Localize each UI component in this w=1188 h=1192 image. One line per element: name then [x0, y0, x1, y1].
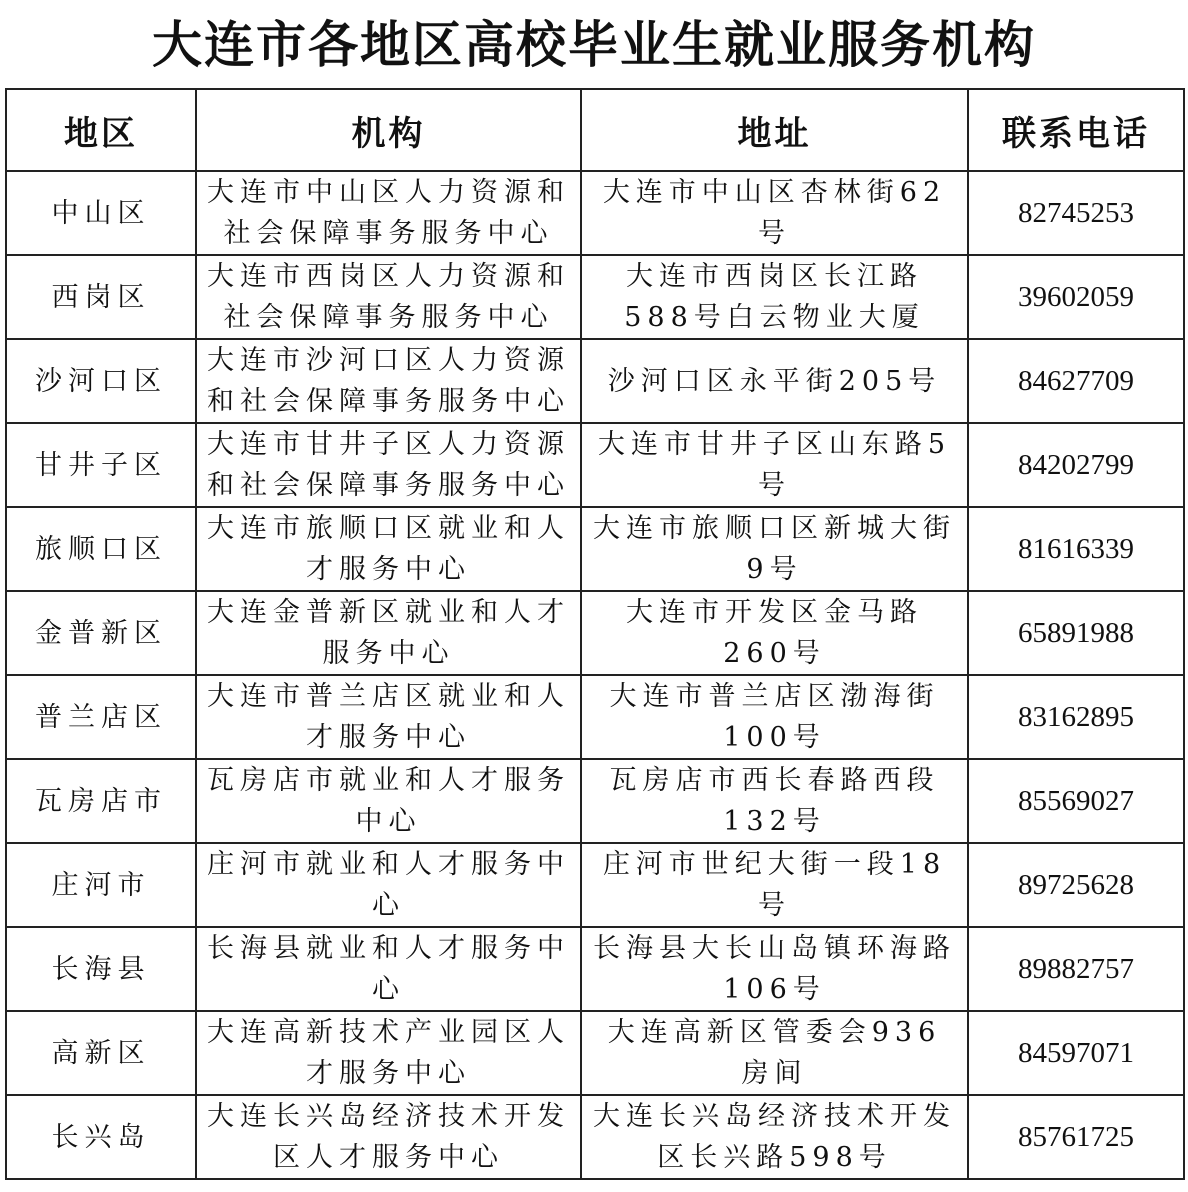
table-row: [6, 339, 1184, 423]
address-cell: 大连长兴岛经济技术开发区长兴路598号: [581, 1095, 968, 1179]
org-cell: 长海县就业和人才服务中心: [196, 927, 581, 1011]
org-cell: 瓦房店市就业和人才服务中心: [196, 759, 581, 843]
phone-cell: 84202799: [968, 423, 1184, 507]
page-title: 大连市各地区高校毕业生就业服务机构: [152, 16, 1036, 74]
phone-cell: 84627709: [968, 339, 1184, 423]
table-row: [6, 591, 1184, 675]
table-row: [6, 423, 1184, 507]
address-cell: 大连高新区管委会936房间: [581, 1011, 968, 1095]
phone-cell: 85761725: [968, 1095, 1184, 1179]
table-row: [6, 255, 1184, 339]
region-cell: 长兴岛: [6, 1095, 196, 1179]
region-cell: 沙河口区: [6, 339, 196, 423]
address-cell: 大连市甘井子区山东路5号: [581, 423, 968, 507]
phone-cell: 84597071: [968, 1011, 1184, 1095]
region-cell: 普兰店区: [6, 675, 196, 759]
region-cell: 长海县: [6, 927, 196, 1011]
phone-cell: 65891988: [968, 591, 1184, 675]
header-region: 地区: [6, 89, 196, 171]
org-cell: 大连市普兰店区就业和人才服务中心: [196, 675, 581, 759]
phone-cell: 39602059: [968, 255, 1184, 339]
table-header-row: [6, 89, 1184, 171]
org-cell: 大连市旅顺口区就业和人才服务中心: [196, 507, 581, 591]
phone-cell: 85569027: [968, 759, 1184, 843]
header-phone: 联系电话: [968, 89, 1184, 171]
table-row: [6, 843, 1184, 927]
region-cell: 甘井子区: [6, 423, 196, 507]
phone-cell: 89882757: [968, 927, 1184, 1011]
org-cell: 大连金普新区就业和人才服务中心: [196, 591, 581, 675]
table-row: [6, 171, 1184, 255]
region-cell: 瓦房店市: [6, 759, 196, 843]
phone-cell: 81616339: [968, 507, 1184, 591]
region-cell: 高新区: [6, 1011, 196, 1095]
table-row: [6, 675, 1184, 759]
address-cell: 瓦房店市西长春路西段132号: [581, 759, 968, 843]
address-cell: 庄河市世纪大街一段18号: [581, 843, 968, 927]
org-cell: 大连长兴岛经济技术开发区人才服务中心: [196, 1095, 581, 1179]
address-cell: 大连市普兰店区渤海街100号: [581, 675, 968, 759]
org-cell: 庄河市就业和人才服务中心: [196, 843, 581, 927]
org-cell: 大连市甘井子区人力资源和社会保障事务服务中心: [196, 423, 581, 507]
org-cell: 大连高新技术产业园区人才服务中心: [196, 1011, 581, 1095]
address-cell: 大连市中山区杏林街62号: [581, 171, 968, 255]
region-cell: 西岗区: [6, 255, 196, 339]
region-cell: 旅顺口区: [6, 507, 196, 591]
org-cell: 大连市西岗区人力资源和社会保障事务服务中心: [196, 255, 581, 339]
address-cell: 大连市旅顺口区新城大街9号: [581, 507, 968, 591]
address-cell: 长海县大长山岛镇环海路106号: [581, 927, 968, 1011]
table-row: [6, 927, 1184, 1011]
region-cell: 中山区: [6, 171, 196, 255]
table-row: [6, 759, 1184, 843]
header-address: 地址: [581, 89, 968, 171]
org-cell: 大连市沙河口区人力资源和社会保障事务服务中心: [196, 339, 581, 423]
region-cell: 金普新区: [6, 591, 196, 675]
address-cell: 沙河口区永平街205号: [581, 339, 968, 423]
phone-cell: 89725628: [968, 843, 1184, 927]
address-cell: 大连市西岗区长江路588号白云物业大厦: [581, 255, 968, 339]
phone-cell: 82745253: [968, 171, 1184, 255]
phone-cell: 83162895: [968, 675, 1184, 759]
region-cell: 庄河市: [6, 843, 196, 927]
header-org: 机构: [196, 89, 581, 171]
agency-table: [5, 88, 1185, 1180]
org-cell: 大连市中山区人力资源和社会保障事务服务中心: [196, 171, 581, 255]
table-row: [6, 1011, 1184, 1095]
table-row: [6, 507, 1184, 591]
address-cell: 大连市开发区金马路260号: [581, 591, 968, 675]
table-row: [6, 1095, 1184, 1179]
